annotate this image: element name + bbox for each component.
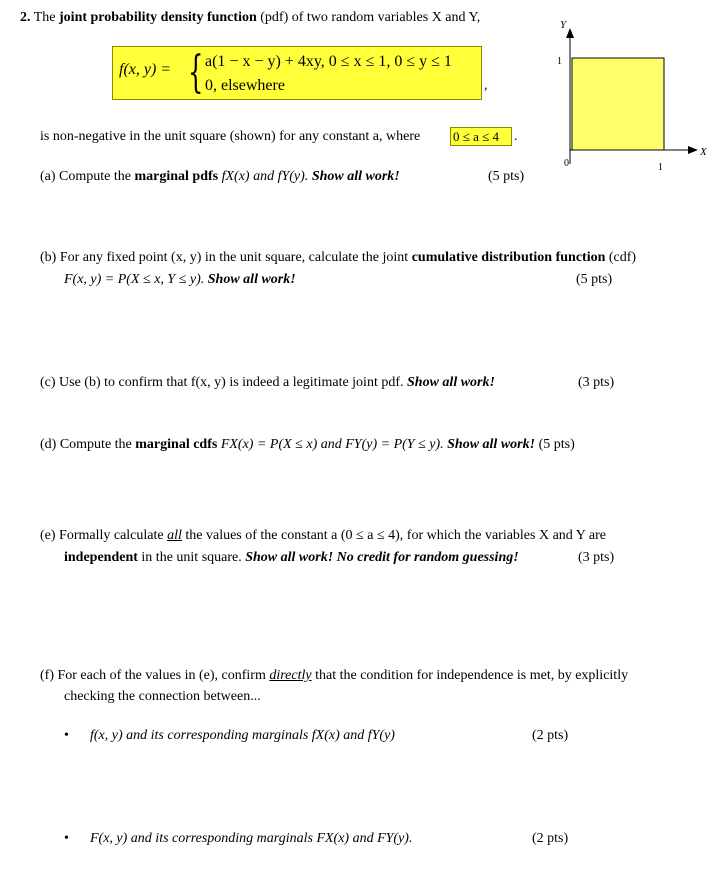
part-a-math: fX(x) and fY(y). (218, 169, 312, 184)
pdf-definition-box (112, 46, 482, 100)
tick-y-1: 1 (557, 56, 562, 67)
part-a-show: Show all work! (311, 169, 400, 184)
bullet-2-pts: (2 pts) (532, 831, 569, 846)
range-period: . (514, 129, 518, 144)
x-axis-label: X (700, 146, 707, 158)
bullet-1-text: f(x, y) and its corresponding marginals fX(x) and fY(y) (90, 728, 395, 743)
part-e-pts: (3 pts) (578, 550, 615, 565)
y-axis-label: Y (560, 19, 567, 31)
part-e-pre: (e) Formally calculate (40, 528, 168, 543)
brace-symbol: { (188, 47, 204, 98)
part-b-pts: (5 pts) (576, 272, 613, 287)
part-b-bold: cumulative distribution function (411, 250, 606, 265)
part-f-line1 (40, 668, 628, 684)
part-f-line2: checking the connection between... (64, 689, 261, 704)
part-e-post: the values of the constant a (0 ≤ a ≤ 4), for which the variables X and Y are (181, 528, 606, 543)
part-e-line2 (64, 550, 519, 566)
part-d-pts: (5 pts) (535, 437, 575, 452)
part-e-line2-post: in the unit square. (137, 550, 246, 565)
unit-square (572, 58, 664, 150)
part-b-post: (cdf) (605, 250, 637, 265)
part-f-directly: directly (269, 668, 312, 683)
part-a-bold: marginal pdfs (134, 169, 219, 184)
problem-intro (20, 10, 480, 26)
part-e-all: all (167, 528, 182, 543)
part-b-show: Show all work! (207, 272, 296, 287)
part-c-show: Show all work! (407, 375, 495, 390)
part-d-bold: marginal cdfs (135, 437, 218, 452)
y-axis-arrow (566, 28, 574, 38)
part-c (40, 375, 495, 391)
part-b-line1 (40, 250, 636, 266)
part-a (40, 169, 400, 185)
bullet-1-pts: (2 pts) (532, 728, 569, 743)
tick-x-1: 1 (658, 162, 663, 173)
bullet-1: • (64, 728, 69, 743)
part-e-line1 (40, 528, 606, 544)
part-a-label: (a) Compute the (40, 169, 135, 184)
nonneg-sentence: is non-negative in the unit square (shown) for any constant a, where (40, 129, 421, 144)
pdf-case1: a(1 − x − y) + 4xy, 0 ≤ x ≤ 1, 0 ≤ y ≤ 1 (205, 53, 452, 70)
pdf-comma: , (484, 78, 488, 93)
part-a-pts: (5 pts) (488, 169, 525, 184)
a-range-box: 0 ≤ a ≤ 4 (450, 127, 512, 146)
pdf-case2: 0, elsewhere (205, 77, 285, 94)
origin-label: 0 (564, 158, 569, 169)
part-e-bold: independent (64, 550, 138, 565)
part-b-math: F(x, y) = P(X ≤ x, Y ≤ y). (64, 272, 208, 287)
part-d (40, 437, 575, 453)
intro-bold: joint probability density function (59, 10, 257, 25)
problem-number: 2. (20, 10, 31, 25)
intro-post: (pdf) of two random variables X and Y, (256, 10, 481, 25)
part-d-pre: (d) Compute the (40, 437, 136, 452)
part-f-pre: (f) For each of the values in (e), confirm (40, 668, 270, 683)
part-d-show: Show all work! (447, 437, 536, 452)
pdf-lhs: f(x, y) = (119, 61, 172, 78)
x-axis-arrow (688, 146, 698, 154)
part-d-math: FX(x) = P(X ≤ x) and FY(y) = P(Y ≤ y). (217, 437, 448, 452)
unit-square-graph (540, 14, 710, 179)
part-f-post: that the condition for independence is met, by explicitly (311, 668, 629, 683)
bullet-2-text: F(x, y) and its corresponding marginals FX(x) and FY(y). (90, 831, 413, 846)
part-e-show: Show all work! No credit for random guessing! (245, 550, 519, 565)
intro-pre: The (33, 10, 60, 25)
part-b-pre: (b) For any fixed point (x, y) in the unit square, calculate the joint (40, 250, 412, 265)
part-b-line2 (64, 272, 296, 288)
bullet-2: • (64, 831, 69, 846)
part-c-pts: (3 pts) (578, 375, 615, 390)
part-c-text: (c) Use (b) to confirm that f(x, y) is indeed a legitimate joint pdf. (40, 375, 408, 390)
